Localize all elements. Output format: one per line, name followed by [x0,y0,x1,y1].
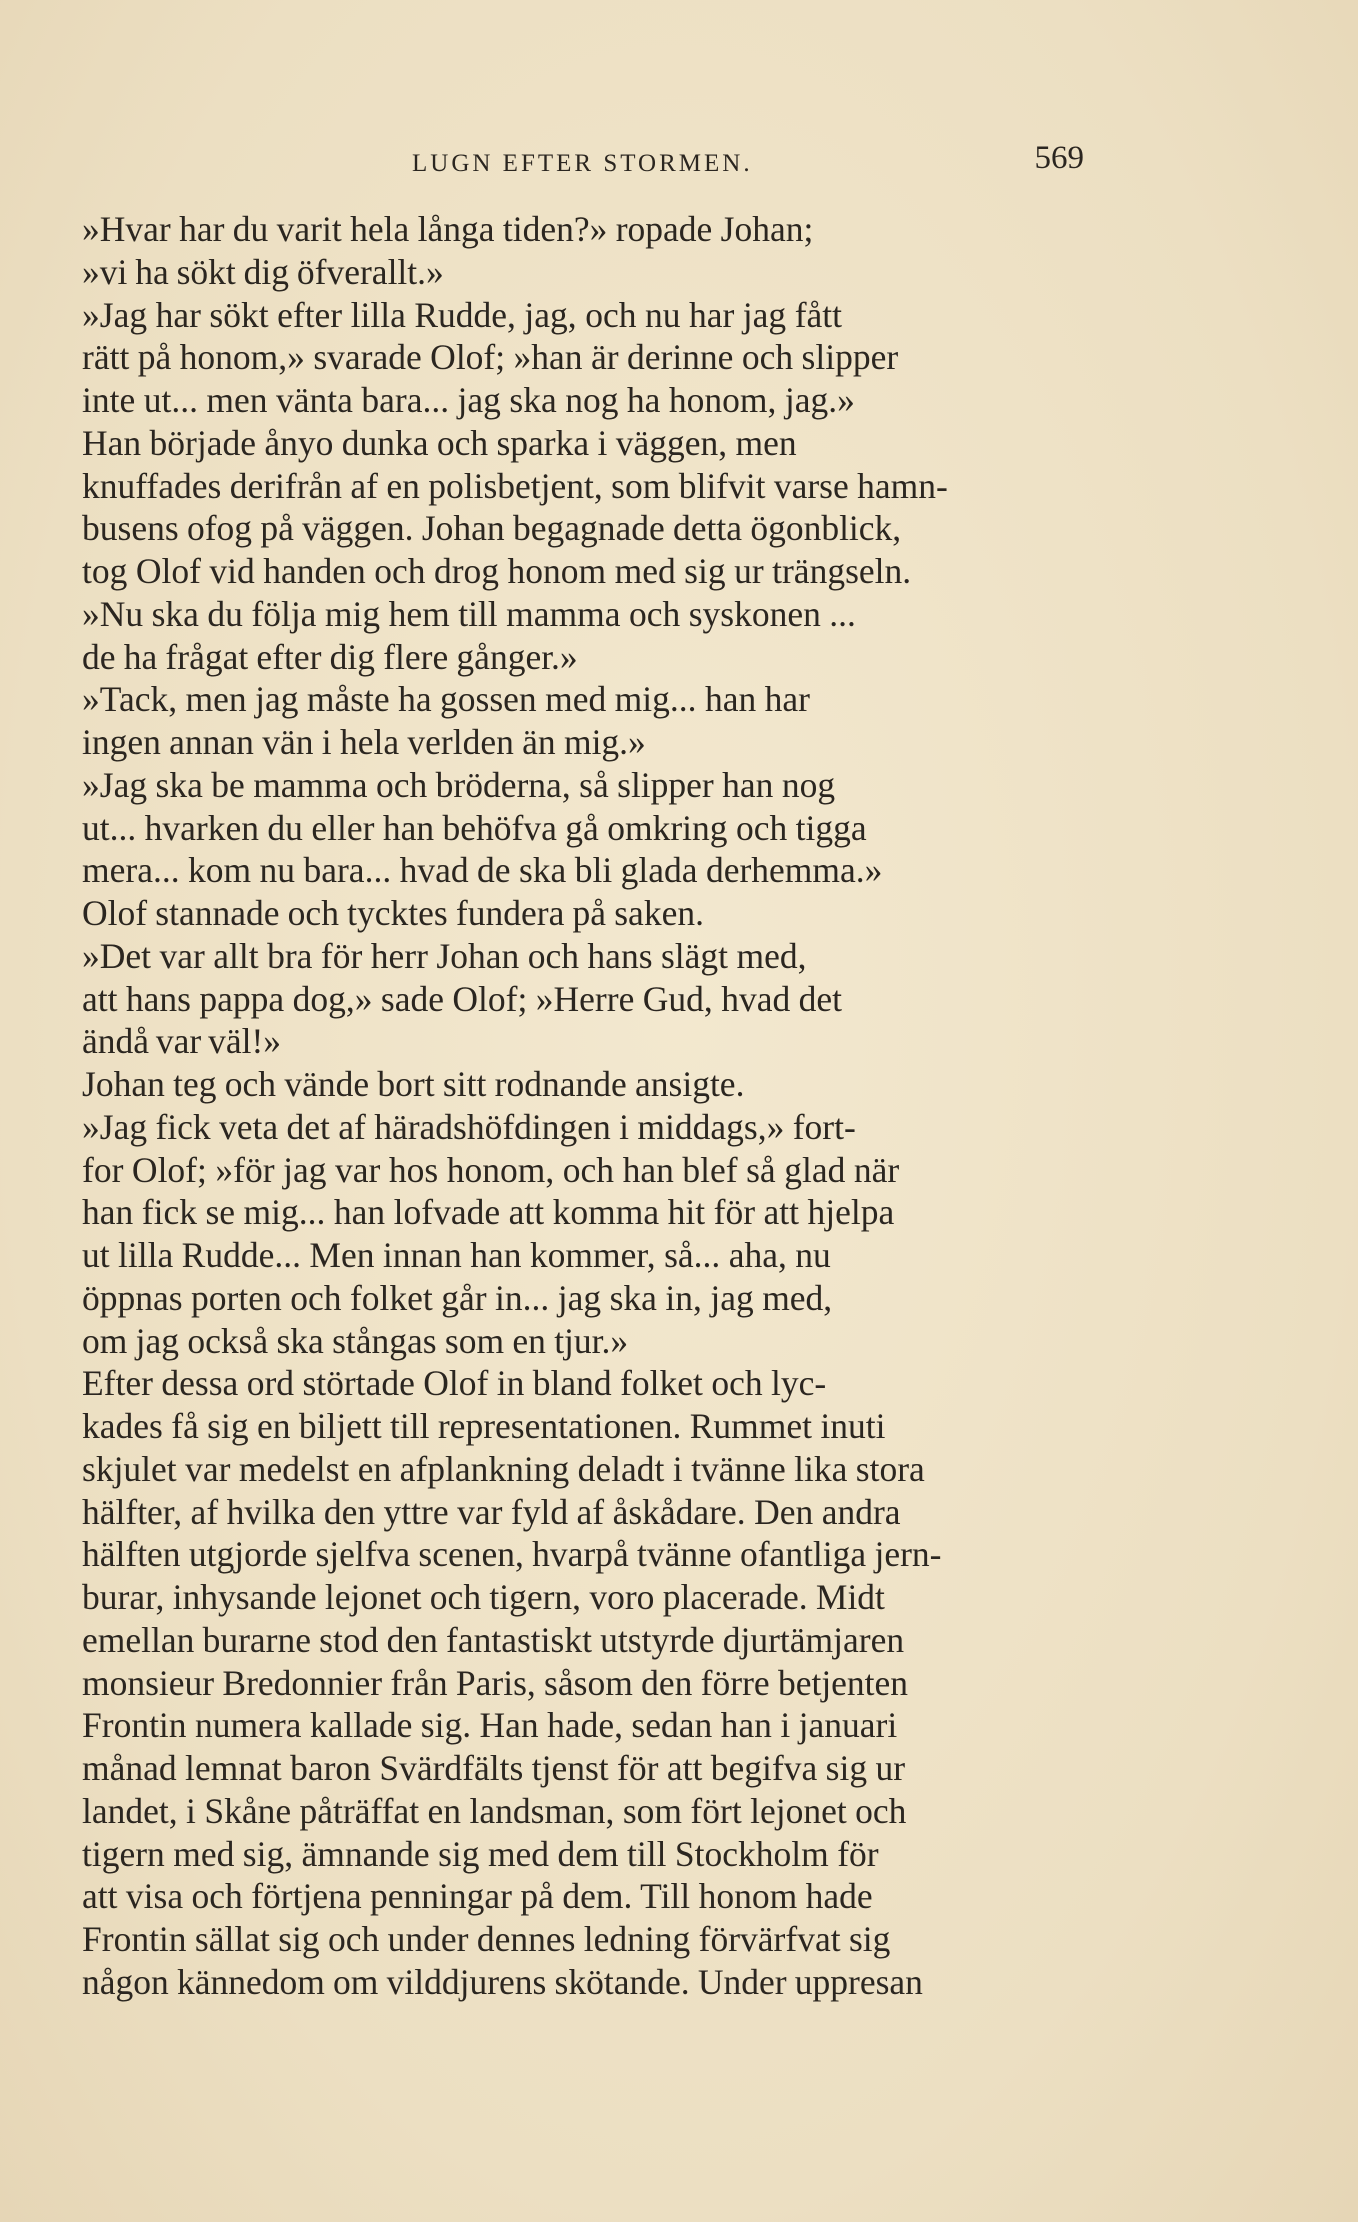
body-text [82,208,1112,2004]
text-line: ut lilla Rudde... Men innan han kommer, så... aha, nu [82,1235,831,1275]
text-line: kades få sig en biljett till representationen. Rummet inuti [82,1406,886,1446]
page-number: 569 [1034,140,1084,176]
text-line: om jag också ska stångas som en tjur.» [82,1320,629,1361]
text-line: »Jag ska be mamma och bröderna, så slipper han nog [82,764,836,805]
page-header [82,140,1084,190]
text-line: knuffades derifrån af en polisbetjent, som blifvit varse hamn- [82,465,948,506]
text-line: mera... kom nu bara... hvad de ska bli glada derhemma.» [82,850,883,891]
text-line: Frontin sällat sig och under dennes ledning förvärfvat sig [82,1919,891,1959]
text-line: hälfter, af hvilka den yttre var fyld af åskådare. Den andra [82,1491,901,1532]
text-line: »Det var allt bra för herr Johan och hans slägt med, [82,935,807,976]
text-line: öppnas porten och folket går in... jag ska in, jag med, [82,1277,833,1318]
text-line: hälften utgjorde sjelfva scenen, hvarpå tvänne ofantliga jern- [82,1534,942,1575]
text-line: månad lemnat baron Svärdfälts tjenst för att begifva sig ur [82,1748,906,1788]
text-line: »Jag har sökt efter lilla Rudde, jag, och nu har jag fått [82,294,842,335]
text-line: burar, inhysande lejonet och tigern, voro placerade. Midt [82,1577,885,1617]
text-line: de ha frågat efter dig flere gånger.» [82,636,578,677]
text-line: att visa och förtjena penningar på dem. Till honom hade [82,1876,873,1917]
text-line: ingen annan vän i hela verlden än mig.» [82,722,646,762]
text-line: att hans pappa dog,» sade Olof; »Herre Gud, hvad det [82,978,843,1019]
text-line: Han började ånyo dunka och sparka i väggen, men [82,422,797,463]
text-line: for Olof; »för jag var hos honom, och han blef så glad när [82,1149,900,1190]
text-line: ut... hvarken du eller han behöfva gå omkring och tigga [82,807,867,848]
text-line: skjulet var medelst en afplankning deladt i tvänne lika stora [82,1448,925,1489]
text-line: landet, i Skåne påträffat en landsman, som fört lejonet och [82,1790,907,1831]
text-line: busens ofog på väggen. Johan begagnade detta ögonblick, [82,508,902,549]
text-line: »Jag fick veta det af häradshöfdingen i middags,» fort- [82,1106,856,1147]
text-line: emellan burarne stod den fantastiskt utstyrde djurtämjaren [82,1619,905,1660]
text-line: »vi ha sökt dig öfverallt.» [82,251,444,292]
text-line: inte ut... men vänta bara... jag ska nog ha honom, jag.» [82,380,855,420]
text-line: rätt på honom,» svarade Olof; »han är derinne och slipper [82,337,899,378]
text-line: Olof stannade och tycktes fundera på saken. [82,893,704,933]
text-line: Frontin numera kallade sig. Han hade, sedan han i januari [82,1705,898,1746]
text-line: Johan teg och vände bort sitt rodnande ansigte. [82,1064,745,1104]
text-line: »Tack, men jag måste ha gossen med mig... han har [82,679,810,720]
text-line: »Nu ska du följa mig hem till mamma och syskonen ... [82,593,856,634]
running-title: LUGN EFTER STORMEN. [412,150,753,177]
text-line: ändå var väl!» [82,1021,282,1062]
text-line: någon kännedom om vilddjurens skötande. Under uppresan [82,1961,923,2002]
text-line: tigern med sig, ämnande sig med dem till Stockholm för [82,1833,879,1874]
text-line: monsieur Bredonnier från Paris, såsom den förre betjenten [82,1662,909,1703]
text-line: tog Olof vid handen och drog honom med sig ur trängseln. [82,551,912,591]
text-line: »Hvar har du varit hela långa tiden?» ropade Johan; [82,209,814,249]
text-line: han fick se mig... han lofvade att komma hit för att hjelpa [82,1192,895,1233]
text-line: Efter dessa ord störtade Olof in bland folket och lyc- [82,1363,827,1404]
